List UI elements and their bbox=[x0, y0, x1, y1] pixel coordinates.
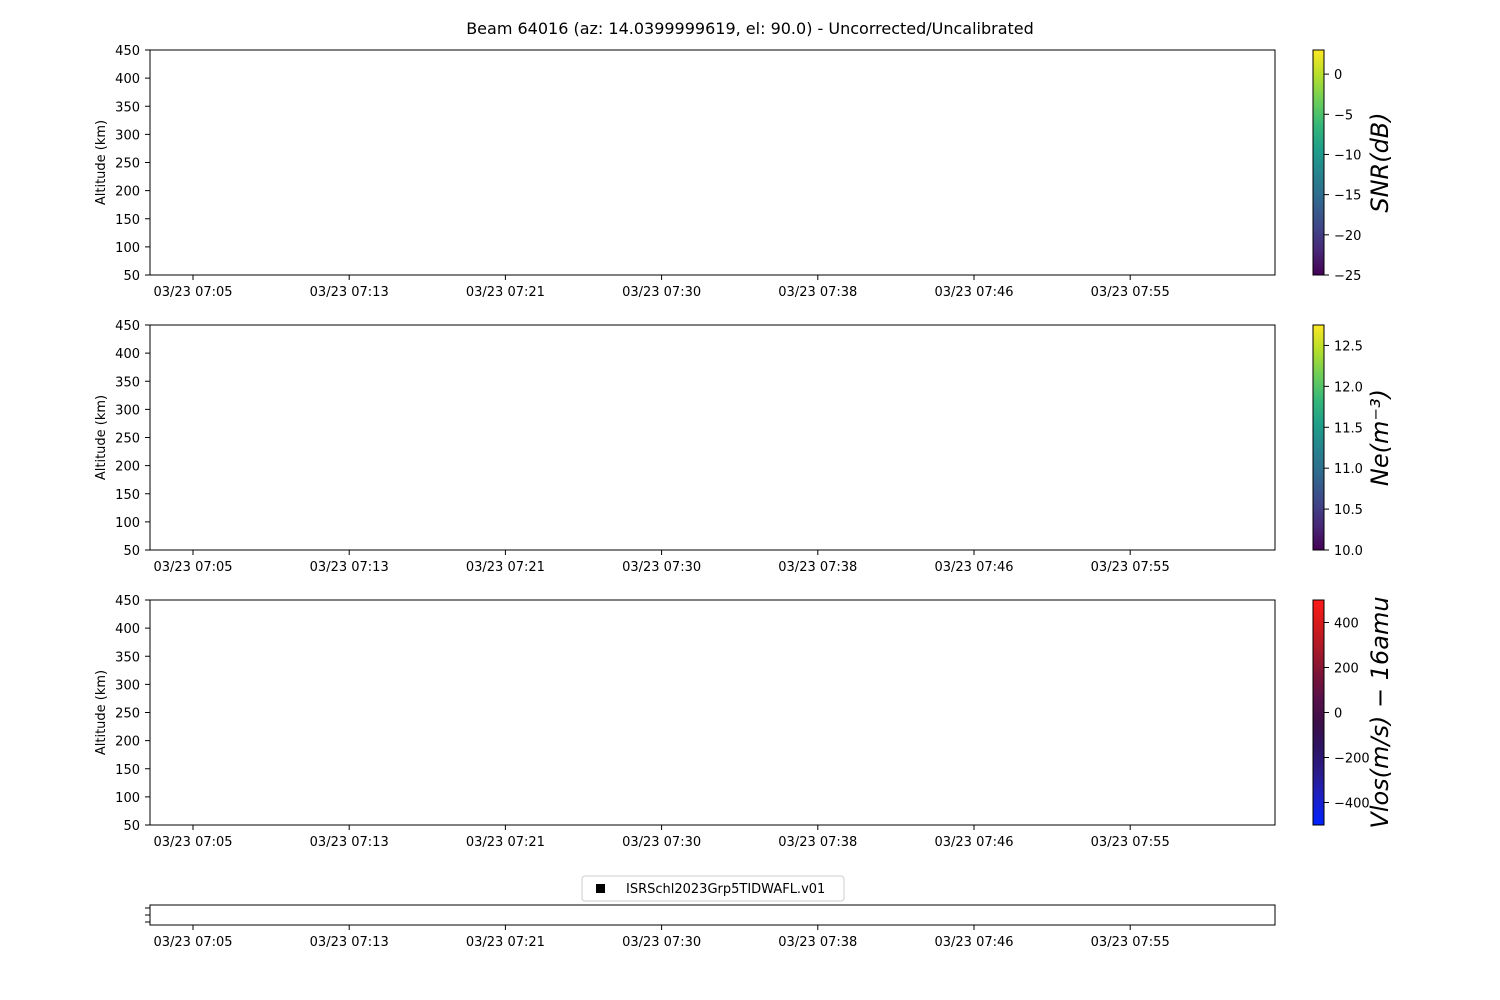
y-tick-label: 450 bbox=[115, 44, 140, 59]
y-axis-label: Altitude (km) bbox=[94, 394, 109, 481]
y-tick-label: 250 bbox=[115, 431, 140, 447]
colorbar bbox=[1313, 325, 1324, 550]
colorbar-tick-label: −10 bbox=[1334, 148, 1362, 164]
x-tick-label: 03/23 07:13 bbox=[309, 285, 389, 300]
colorbar-label: Ne(m⁻³) bbox=[1366, 388, 1394, 487]
y-tick-label: 300 bbox=[115, 128, 140, 144]
y-tick-label: 100 bbox=[115, 240, 140, 256]
y-tick-label: 50 bbox=[123, 819, 140, 834]
y-tick-label: 150 bbox=[115, 212, 140, 228]
x-tick-label: 03/23 07:46 bbox=[934, 935, 1014, 950]
y-tick-label: 400 bbox=[115, 72, 140, 88]
y-tick-label: 200 bbox=[115, 459, 140, 475]
y-tick-label: 350 bbox=[115, 375, 140, 391]
y-tick-label: 350 bbox=[115, 650, 140, 666]
x-tick-label: 03/23 07:30 bbox=[622, 285, 702, 300]
colorbar-label: SNR(dB) bbox=[1366, 112, 1394, 213]
y-tick-label: 50 bbox=[123, 269, 140, 284]
colorbar bbox=[1313, 50, 1324, 275]
y-tick-label: 450 bbox=[115, 319, 140, 334]
x-tick-label: 03/23 07:30 bbox=[622, 835, 702, 850]
y-tick-label: 150 bbox=[115, 762, 140, 778]
x-tick-label: 03/23 07:38 bbox=[778, 560, 858, 575]
colorbar-tick-label: 11.0 bbox=[1334, 462, 1363, 478]
colorbar-tick-label: −15 bbox=[1334, 188, 1362, 204]
x-tick-label: 03/23 07:21 bbox=[465, 285, 545, 300]
colorbar-tick-label: −400 bbox=[1334, 796, 1370, 812]
plot-area bbox=[150, 50, 1275, 275]
x-tick-label: 03/23 07:55 bbox=[1090, 560, 1170, 575]
y-tick-label: 200 bbox=[115, 184, 140, 200]
y-tick-label: 400 bbox=[115, 347, 140, 363]
colorbar-tick-label: 200 bbox=[1334, 661, 1359, 677]
y-tick-label: 400 bbox=[115, 622, 140, 638]
x-tick-label: 03/23 07:13 bbox=[309, 935, 389, 950]
legend bbox=[582, 876, 844, 901]
x-tick-label: 03/23 07:05 bbox=[153, 285, 233, 300]
x-tick-label: 03/23 07:38 bbox=[778, 835, 858, 850]
panels bbox=[94, 44, 1394, 950]
colorbar-tick-label: −200 bbox=[1334, 751, 1370, 767]
colorbar bbox=[1313, 600, 1324, 825]
colorbar-tick-label: −20 bbox=[1334, 228, 1362, 244]
legend-label: ISRSchl2023Grp5TIDWAFL.v01 bbox=[626, 882, 826, 897]
x-tick-label: 03/23 07:55 bbox=[1090, 935, 1170, 950]
colorbar-tick-label: 11.5 bbox=[1334, 421, 1363, 437]
plot-area bbox=[150, 600, 1275, 825]
x-tick-label: 03/23 07:46 bbox=[934, 560, 1014, 575]
ne-panel bbox=[94, 319, 1394, 575]
y-tick-label: 250 bbox=[115, 156, 140, 172]
experiment-strip bbox=[145, 876, 1275, 950]
x-tick-label: 03/23 07:30 bbox=[622, 935, 702, 950]
x-tick-label: 03/23 07:30 bbox=[622, 560, 702, 575]
x-tick-label: 03/23 07:55 bbox=[1090, 835, 1170, 850]
x-tick-label: 03/23 07:38 bbox=[778, 285, 858, 300]
x-tick-label: 03/23 07:13 bbox=[309, 835, 389, 850]
strip-plot-area bbox=[150, 905, 1275, 925]
colorbar-label: Vlos(m/s) − 16amu bbox=[1366, 596, 1394, 829]
figure-title: Beam 64016 (az: 14.0399999619, el: 90.0) - Uncorrected/Uncalibrated bbox=[466, 19, 1034, 38]
y-tick-label: 300 bbox=[115, 403, 140, 419]
colorbar-tick-label: 400 bbox=[1334, 616, 1359, 632]
x-tick-label: 03/23 07:13 bbox=[309, 560, 389, 575]
plot-area bbox=[150, 325, 1275, 550]
y-tick-label: 100 bbox=[115, 790, 140, 806]
y-tick-label: 450 bbox=[115, 594, 140, 609]
colorbar-tick-label: 0 bbox=[1334, 68, 1343, 84]
vlos-panel bbox=[94, 594, 1394, 850]
y-tick-label: 200 bbox=[115, 734, 140, 750]
y-axis-label: Altitude (km) bbox=[94, 119, 109, 206]
x-tick-label: 03/23 07:21 bbox=[465, 935, 545, 950]
x-tick-label: 03/23 07:38 bbox=[778, 935, 858, 950]
colorbar-tick-label: −5 bbox=[1334, 108, 1354, 124]
x-tick-label: 03/23 07:21 bbox=[465, 560, 545, 575]
y-axis-label: Altitude (km) bbox=[94, 669, 109, 756]
x-tick-label: 03/23 07:05 bbox=[153, 560, 233, 575]
colorbar-tick-label: 0 bbox=[1334, 706, 1343, 722]
colorbar-tick-label: −25 bbox=[1334, 269, 1362, 284]
y-tick-label: 250 bbox=[115, 706, 140, 722]
x-tick-label: 03/23 07:05 bbox=[153, 835, 233, 850]
colorbar-tick-label: 10.5 bbox=[1334, 503, 1363, 519]
y-tick-label: 100 bbox=[115, 515, 140, 531]
x-tick-label: 03/23 07:21 bbox=[465, 835, 545, 850]
colorbar-tick-label: 10.0 bbox=[1334, 544, 1363, 559]
x-tick-label: 03/23 07:46 bbox=[934, 835, 1014, 850]
y-tick-label: 300 bbox=[115, 678, 140, 694]
x-tick-label: 03/23 07:05 bbox=[153, 935, 233, 950]
colorbar-tick-label: 12.5 bbox=[1334, 339, 1363, 355]
y-tick-label: 150 bbox=[115, 487, 140, 503]
y-tick-label: 50 bbox=[123, 544, 140, 559]
snr-panel bbox=[94, 44, 1394, 300]
x-tick-label: 03/23 07:55 bbox=[1090, 285, 1170, 300]
colorbar-tick-label: 12.0 bbox=[1334, 380, 1363, 396]
legend-marker-square bbox=[596, 884, 605, 893]
x-tick-label: 03/23 07:46 bbox=[934, 285, 1014, 300]
y-tick-label: 350 bbox=[115, 100, 140, 116]
